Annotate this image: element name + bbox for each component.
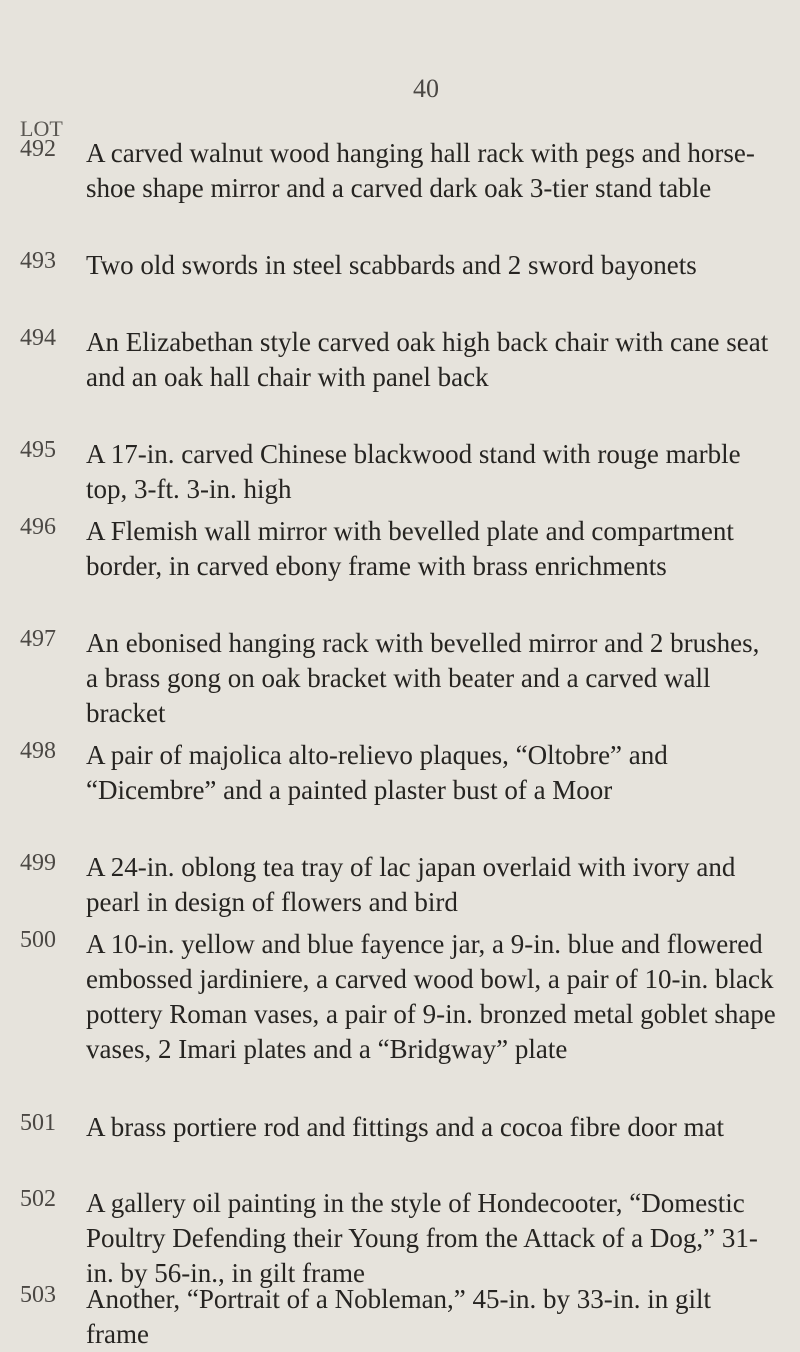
lot-number: 499 bbox=[20, 850, 56, 876]
lot-number: 493 bbox=[20, 248, 56, 274]
lot-number: 497 bbox=[20, 626, 56, 652]
lot-description: A gallery oil painting in the style of Hondecooter, “Domestic Poultry Defending their Young from the Attack of a Dog,” 31-in. by 56-in., in gilt frame bbox=[86, 1188, 758, 1288]
lot-number: 502 bbox=[20, 1186, 56, 1212]
lot-description: An Elizabethan style carved oak high back chair with cane seat and an oak hall chair with panel back bbox=[86, 327, 769, 392]
lot-description: A Flemish wall mirror with bevelled plate and compartment border, in carved ebony frame with brass enrichments bbox=[86, 516, 734, 581]
lot-description: A carved walnut wood hanging hall rack with pegs and horse-shoe shape mirror and a carved dark oak 3-tier stand table bbox=[86, 138, 755, 203]
lot-description: A brass portiere rod and fittings and a cocoa fibre door mat bbox=[86, 1112, 725, 1142]
lot-number: 494 bbox=[20, 325, 56, 351]
lot-number: 500 bbox=[20, 927, 56, 953]
lot-description: A 17-in. carved Chinese blackwood stand with rouge marble top, 3-ft. 3-in. high bbox=[86, 439, 741, 504]
lot-description: Another, “Portrait of a Nobleman,” 45-in. by 33-in. in gilt frame bbox=[86, 1284, 712, 1349]
lot-description: An ebonised hanging rack with bevelled mirror and 2 brushes, a brass gong on oak bracket with beater and a carved wall bracket bbox=[86, 628, 760, 728]
lot-number: 496 bbox=[20, 514, 56, 540]
lot-number: 495 bbox=[20, 437, 56, 463]
lot-description: A 24-in. oblong tea tray of lac japan overlaid with ivory and pearl in design of flowers and bird bbox=[86, 852, 736, 917]
lot-description: Two old swords in steel scabbards and 2 sword bayonets bbox=[86, 250, 697, 280]
lot-number: 501 bbox=[20, 1110, 56, 1136]
lot-column-header: LOT bbox=[20, 116, 63, 141]
lot-number: 492 bbox=[20, 136, 56, 162]
lot-description: A pair of majolica alto-relievo plaques, “Oltobre” and “Dicembre” and a painted plaster bust of a Moor bbox=[86, 740, 668, 805]
page-number: 40 bbox=[413, 74, 439, 103]
lot-number: 498 bbox=[20, 738, 56, 764]
lot-description: A 10-in. yellow and blue fayence jar, a 9-in. blue and flowered embossed jardiniere, a carved wood bowl, a pair of 10-in. black pottery Roman vases, a pair of 9-in. bronzed metal goblet shape vases, 2 Imari plates and a “Bridgway” plate bbox=[86, 929, 776, 1064]
lot-number: 503 bbox=[20, 1282, 56, 1308]
